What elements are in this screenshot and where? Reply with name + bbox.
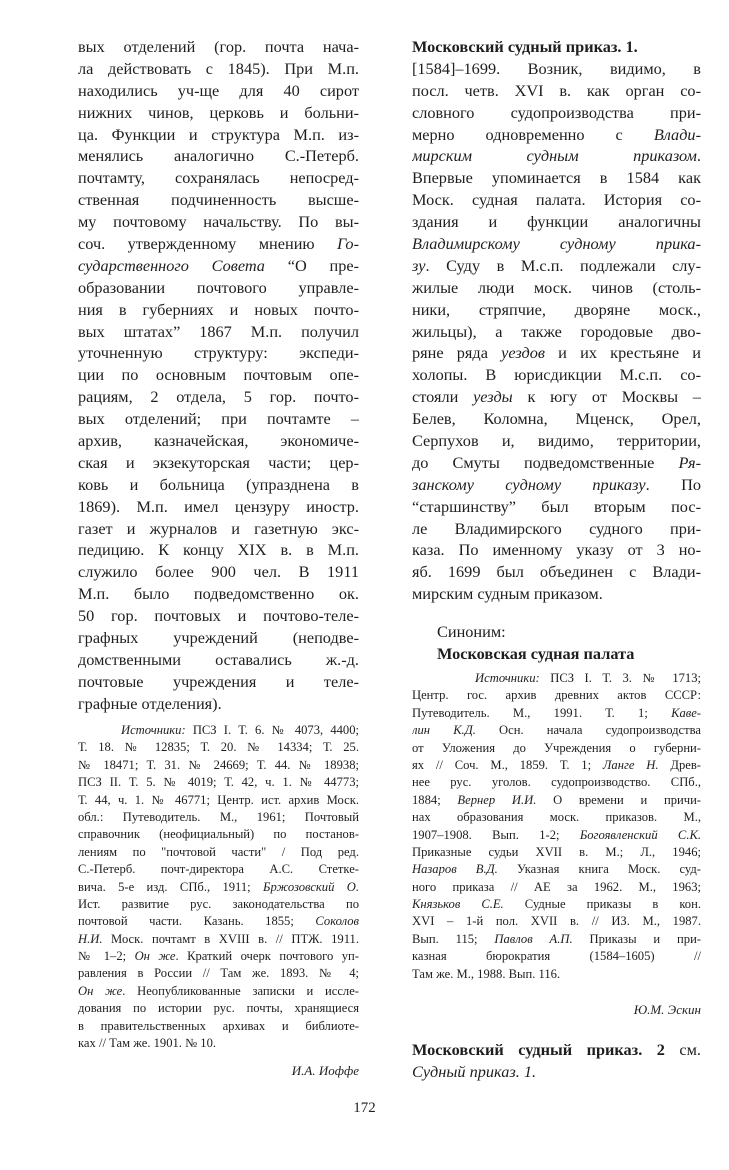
text-segment: зу — [412, 255, 426, 275]
text-segment: яб. 1699 был объединен с Влади- — [412, 562, 701, 582]
text-line — [78, 792, 359, 809]
text-line — [78, 627, 359, 649]
text-line — [78, 145, 359, 167]
text-segment: графные отделения). — [78, 693, 222, 713]
text-segment: архив, казначейская, экономиче- — [78, 431, 359, 451]
text-segment: 50 гор. почтовых и почтово-теле- — [78, 606, 359, 626]
text-segment: Осн. начала судопроизводства — [475, 723, 701, 738]
text-segment — [412, 671, 475, 685]
text-segment: ях // Соч. М., 1859. Т. 1; — [412, 757, 603, 772]
text-line — [412, 299, 701, 321]
text-line — [78, 774, 359, 791]
text-segment: см. — [664, 1040, 701, 1059]
text-line — [78, 124, 359, 146]
text-segment: жильцы), а также городовые дво- — [412, 321, 701, 341]
text-segment: лениям по "почтовой части" / Под ред. — [78, 844, 359, 859]
text-segment: холопы. В юрисдикции М.с.п. со- — [412, 365, 701, 385]
text-line — [78, 671, 359, 693]
text-segment: Центр. гос. архив древних актов СССР: — [412, 688, 701, 703]
text-segment: Судные приказы в кон. — [503, 897, 701, 912]
text-line — [78, 948, 359, 965]
text-segment: Т. 44, ч. 1. № 46771; Центр. ист. архив Моск. — [78, 792, 359, 807]
text-line — [412, 792, 701, 809]
text-segment: почтовой части. Казань. 1855; — [78, 914, 316, 929]
text-segment: педицию. К концу XIX в. в М.п. — [78, 540, 359, 560]
text-line — [78, 386, 359, 408]
text-segment: № 18471; Т. 31. № 24669; Т. 44. № 18938; — [78, 757, 359, 772]
text-segment: вых отделений; при почтамте – — [78, 409, 359, 429]
text-segment: “старшинству” был вторым пос- — [412, 496, 701, 516]
text-line — [78, 965, 359, 982]
text-line — [78, 879, 359, 896]
text-line — [412, 277, 701, 299]
text-segment: каза. По именному указу от 3 но- — [412, 540, 701, 560]
text-segment: ПСЗ II. Т. 5. № 4019; Т. 42, ч. 1. № 44773; — [78, 775, 359, 790]
text-line — [412, 452, 701, 474]
text-segment: и их крестьяне и — [544, 343, 701, 363]
text-line — [78, 408, 359, 430]
text-line — [412, 861, 701, 878]
text-segment: . Неопубликованные записки и иссле- — [122, 983, 359, 998]
text-line — [412, 386, 701, 408]
text-segment: образовании почтового управле- — [78, 277, 359, 297]
text-line — [78, 80, 359, 102]
text-line — [78, 1018, 359, 1035]
text-segment: ца. Функции и структура М.п. из- — [78, 124, 359, 144]
text-segment: М.п. было подведомственно ок. — [78, 584, 359, 604]
text-line — [78, 518, 359, 540]
text-segment: Ря- — [678, 452, 701, 472]
text-segment: уезды — [473, 387, 513, 407]
right-article-body — [412, 36, 701, 605]
text-segment: 1907–1908. Вып. 1-2; — [412, 827, 580, 842]
text-segment — [78, 723, 121, 737]
text-segment: Приказные судьи XVII в. М.; Л., 1946; — [412, 844, 701, 859]
text-line — [412, 670, 701, 687]
text-segment: в правительственных архивах и библиоте- — [78, 1018, 359, 1033]
text-segment: графных учреждений (неподве- — [78, 628, 359, 648]
text-segment: ния в губерниях и новых почто- — [78, 299, 359, 319]
text-segment: Источники: — [475, 671, 540, 685]
text-segment: находились уч-ще для 40 сирот — [78, 80, 359, 100]
text-segment: Белев, Коломна, Мценск, Орел, — [412, 409, 701, 429]
text-line — [412, 518, 701, 540]
text-line — [412, 896, 701, 913]
text-segment: почтамту, сохранялась непосред- — [78, 168, 359, 188]
text-segment: Богоявленский С.К. — [579, 827, 701, 842]
text-line — [412, 36, 701, 58]
text-segment: Путеводитель. М., 1991. Т. 1; — [412, 705, 672, 720]
text-segment: менялись аналогично С.-Петерб. — [78, 146, 359, 166]
text-segment: Ист. развитие рус. законодательства по — [78, 896, 359, 911]
text-segment: нее рус. уголов. судопроизводство. СПб., — [412, 775, 701, 790]
text-segment: ла действовать с 1845). При М.п. — [78, 58, 359, 78]
text-segment: 1869). М.п. имел цензуру иностр. — [78, 496, 359, 516]
text-line — [78, 364, 359, 386]
text-line — [78, 739, 359, 756]
text-segment: домственными оставались ж.-д. — [78, 649, 359, 669]
text-segment: [1584]–1699. Возник, видимо, в — [412, 58, 701, 78]
text-segment: . По — [645, 474, 701, 494]
text-segment: занскому судному приказу — [412, 474, 646, 494]
text-line — [78, 452, 359, 474]
text-segment: 1884; — [412, 792, 458, 807]
text-segment: ПСЗ I. Т. 3. № 1713; — [539, 671, 701, 685]
text-line — [78, 826, 359, 843]
text-segment: Моск. почтамт в XVIII в. // ПТЖ. 1911. — [102, 931, 359, 946]
text-line — [78, 102, 359, 124]
text-segment: рациям, 2 отдела, 5 гор. почто- — [78, 387, 359, 407]
text-line — [412, 124, 701, 146]
text-segment: Древ- — [658, 757, 701, 772]
text-segment: XVI – 1-й пол. XVII в. // ИЗ. М., 1987. — [412, 914, 701, 929]
text-line — [412, 430, 701, 452]
text-segment: Серпухов и, видимо, территории, — [412, 431, 701, 451]
left-sources — [78, 722, 359, 1052]
text-line — [412, 342, 701, 364]
text-line — [78, 693, 359, 715]
text-line — [78, 233, 359, 255]
text-line — [78, 983, 359, 1000]
text-segment: сударственного Совета — [78, 255, 265, 275]
text-segment: № 1–2; — [78, 949, 135, 964]
text-line — [412, 931, 701, 948]
text-line — [412, 167, 701, 189]
text-line — [412, 879, 701, 896]
text-segment: ряне ряда — [412, 343, 502, 363]
left-author-signature: И.А. Иоффе — [291, 1063, 359, 1078]
text-line — [78, 539, 359, 561]
text-segment: ковь и больница (упразднена в — [78, 474, 359, 494]
text-line — [412, 757, 701, 774]
text-line — [78, 430, 359, 452]
text-segment: Князьков С.Е. — [412, 897, 504, 912]
text-segment: соч. утвержденному мнению — [78, 234, 338, 254]
text-segment: Го- — [337, 234, 359, 254]
text-line — [78, 561, 359, 583]
text-segment: ции по основным почтовым опе- — [78, 365, 359, 385]
text-line — [78, 321, 359, 343]
text-segment: мерно одновременно с — [412, 124, 654, 144]
text-segment: ственная подчиненность высше- — [78, 190, 359, 210]
text-line — [412, 722, 701, 739]
text-segment: жилые люди моск. чинов (столь- — [412, 277, 701, 297]
text-segment: ская и экзекуторская части; цер- — [78, 452, 359, 472]
text-segment: до Смуты подведомственные — [412, 452, 679, 472]
text-segment: ках // Там же. 1901. № 10. — [78, 1036, 217, 1051]
text-segment: “О пре- — [264, 255, 359, 275]
synonym-label: Синоним: — [437, 622, 506, 641]
text-line — [412, 364, 701, 386]
text-line — [412, 255, 701, 277]
text-line — [78, 809, 359, 826]
text-segment: Назаров В.Д. — [412, 862, 498, 877]
text-line — [78, 211, 359, 233]
text-line — [78, 931, 359, 948]
text-line — [412, 58, 701, 80]
text-line — [412, 233, 701, 255]
text-segment: вича. 5-е изд. СПб., 1911; — [78, 879, 264, 894]
text-segment: служило более 900 чел. В 1911 — [78, 562, 359, 582]
text-segment: Бржозовский О. — [263, 879, 359, 894]
text-segment: от Уложения до Учреждения о губерни- — [412, 740, 701, 755]
text-segment: посл. четв. XVI в. как орган со- — [412, 80, 701, 100]
left-article-body — [78, 36, 359, 715]
text-line — [78, 649, 359, 671]
text-segment: словного судопроизводства при- — [412, 102, 701, 122]
text-segment: Указная книга Моск. суд- — [497, 862, 701, 877]
text-segment: Вернер И.И. — [457, 792, 537, 807]
text-line — [412, 809, 701, 826]
text-line — [78, 1035, 359, 1052]
text-segment: Источники: — [120, 723, 186, 737]
text-line — [412, 145, 701, 167]
text-line — [78, 36, 359, 58]
text-line — [78, 605, 359, 627]
text-segment: Московский судный приказ. 1. — [412, 37, 638, 56]
text-segment: лин К.Д. — [412, 723, 476, 738]
text-line — [412, 774, 701, 791]
text-line — [78, 913, 359, 930]
xref-line — [412, 1061, 701, 1083]
text-segment: Т. 18. № 12835; Т. 20. № 14334; Т. 25. — [78, 740, 359, 755]
xref-line — [412, 1039, 701, 1061]
text-line — [412, 189, 701, 211]
text-segment: вых отделений (гор. почта нача- — [78, 37, 359, 56]
text-segment: Он же — [78, 983, 123, 998]
text-line — [412, 211, 701, 233]
text-segment: обл.: Путеводитель. М., 1961; Почтовый — [78, 809, 359, 824]
text-segment: му почтовому начальству. По вы- — [78, 212, 359, 232]
text-line — [412, 740, 701, 757]
text-segment: вых штатах” 1867 М.п. получил — [78, 321, 359, 341]
text-line — [412, 966, 701, 983]
text-line — [78, 255, 359, 277]
text-line — [412, 321, 701, 343]
text-segment: нижних чинов, церковь и больни- — [78, 102, 359, 122]
text-segment: стояли — [412, 387, 474, 407]
text-line — [412, 583, 701, 605]
text-line — [78, 474, 359, 496]
text-segment: О времени и причи- — [536, 792, 701, 807]
text-line — [78, 722, 359, 739]
text-segment: газет и журналов и газетную экс- — [78, 518, 359, 538]
text-line — [412, 80, 701, 102]
text-segment: уездов — [501, 343, 545, 363]
text-line — [78, 583, 359, 605]
text-line — [78, 342, 359, 364]
text-line — [78, 1000, 359, 1017]
right-sources — [412, 670, 701, 983]
text-segment: казная бюрократия (1584–1605) // — [412, 949, 701, 964]
text-segment: Судный приказ. 1. — [412, 1061, 537, 1081]
text-line — [412, 687, 701, 704]
right-author-signature: Ю.М. Эскин — [633, 1002, 701, 1017]
text-segment: дования по истории рус. почты, хранящиеся — [78, 1001, 359, 1016]
text-segment: . Краткий очерк почтового уп- — [175, 949, 359, 964]
text-line — [412, 913, 701, 930]
text-segment: Влади- — [653, 124, 701, 144]
text-segment: ного приказа // АЕ за 1962. М., 1963; — [412, 879, 701, 894]
text-line — [78, 896, 359, 913]
text-line — [78, 189, 359, 211]
text-segment: Там же. М., 1988. Вып. 116. — [412, 966, 561, 981]
text-segment: Он же — [134, 949, 176, 964]
text-segment: Каве- — [671, 705, 701, 720]
text-line — [412, 948, 701, 965]
text-segment: ники, стряпчие, дворяне моск., — [412, 299, 701, 319]
text-line — [412, 408, 701, 430]
text-segment: ПСЗ I. Т. 6. № 4073, 4400; — [185, 723, 359, 737]
text-segment: мирским судным приказом. — [412, 584, 603, 604]
text-segment: Вып. 115; — [412, 931, 495, 946]
text-line — [78, 844, 359, 861]
text-segment: Впервые упоминается в 1584 как — [412, 168, 701, 188]
text-segment: Моск. судная палата. История со- — [412, 190, 701, 210]
page-number: 172 — [353, 1100, 376, 1116]
text-line — [412, 102, 701, 124]
text-line — [412, 539, 701, 561]
text-segment: уточненную структуру: экспеди- — [78, 343, 359, 363]
text-line — [412, 844, 701, 861]
text-line — [78, 58, 359, 80]
text-segment: Московский судный приказ. 2 — [412, 1040, 665, 1059]
cross-reference-entry — [412, 1039, 701, 1083]
text-line — [78, 277, 359, 299]
text-line — [412, 705, 701, 722]
text-segment: равления в России // Там же. 1893. № 4; — [78, 966, 359, 981]
text-line — [78, 861, 359, 878]
text-line — [78, 496, 359, 518]
text-line — [78, 167, 359, 189]
text-line — [412, 827, 701, 844]
text-segment: почтовые учреждения и теле- — [78, 671, 359, 691]
text-segment: к югу от Москвы – — [512, 387, 701, 407]
text-segment: Приказы и при- — [572, 931, 701, 946]
text-segment: мирским судным приказом — [412, 146, 697, 166]
text-segment: ле Владимирского судного при- — [412, 518, 701, 538]
text-segment: здания и функции аналогичны — [412, 212, 701, 232]
text-line — [78, 757, 359, 774]
text-line — [412, 496, 701, 518]
text-line — [412, 474, 701, 496]
text-segment: нах образования моск. приказов. М., — [412, 810, 701, 825]
text-segment: Павлов А.П. — [494, 931, 573, 946]
synonym-value: Московская судная палата — [437, 644, 635, 663]
text-segment: . Суду в М.с.п. подлежали слу- — [425, 255, 701, 275]
text-line — [412, 561, 701, 583]
text-segment: Ланге Н. — [602, 757, 659, 772]
text-segment: . — [696, 146, 701, 166]
text-line — [78, 299, 359, 321]
text-segment: Н.И. — [78, 931, 103, 946]
text-segment: Соколов — [315, 914, 359, 929]
text-segment: Владимирскому судному прика- — [412, 234, 701, 254]
text-segment: С.-Петерб. почт-директора А.С. Стетке- — [78, 862, 359, 877]
text-segment: справочник (неофициальный) по постанов- — [78, 827, 359, 842]
